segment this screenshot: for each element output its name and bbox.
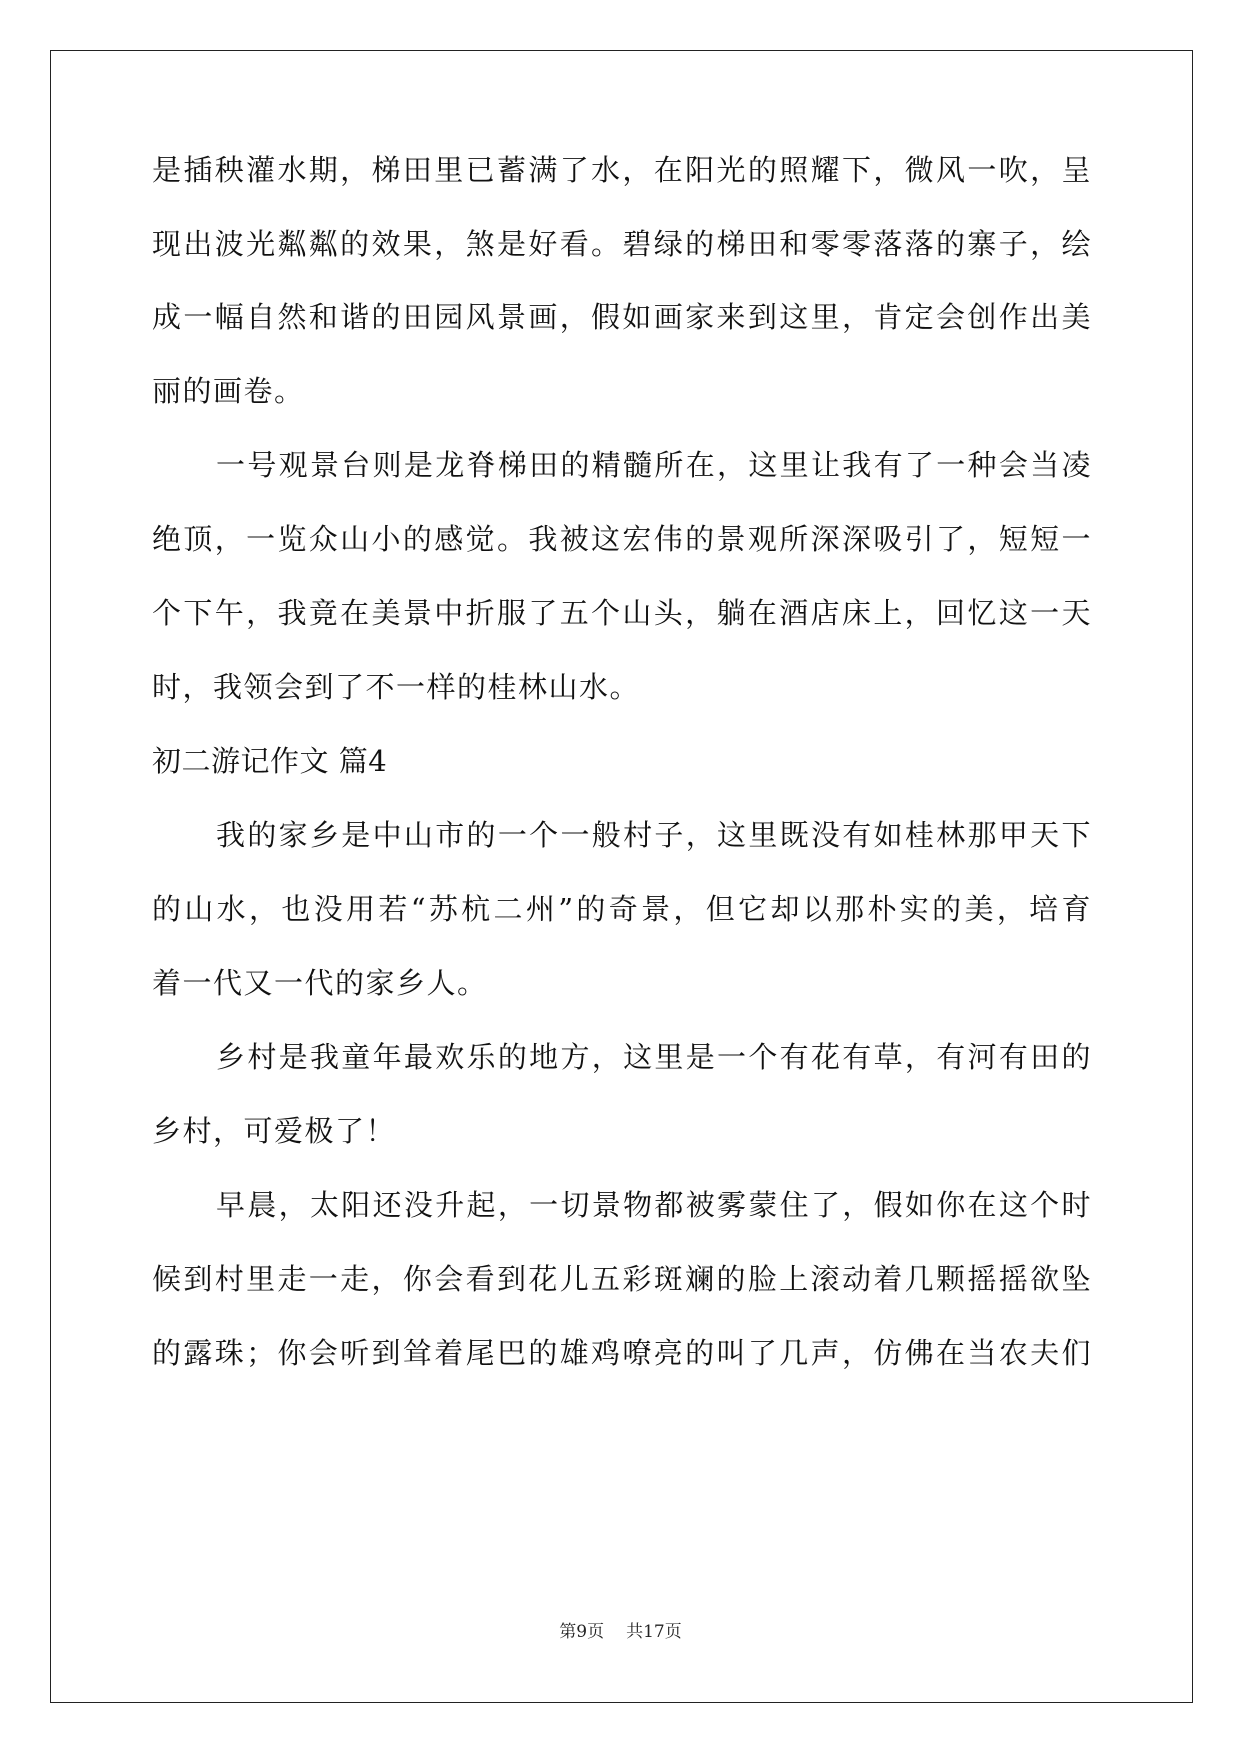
body-line: 时，我领会到了不一样的桂林山水。: [152, 670, 641, 704]
body-line: 着一代又一代的家乡人。: [152, 966, 488, 1000]
body-line: 丽的画卷。: [152, 374, 305, 408]
body-line: 是插秧灌水期，梯田里已蓄满了水，在阳光的照耀下，微风一吹，呈: [152, 153, 1092, 187]
body-line: 候到村里走一走，你会看到花儿五彩斑斓的脸上滚动着几颗摇摇欲坠: [152, 1262, 1092, 1296]
body-line: 的露珠；你会听到耸着尾巴的雄鸡嘹亮的叫了几声，仿佛在当农夫们: [152, 1336, 1092, 1370]
body-line: 个下午，我竟在美景中折服了五个山头，躺在酒店床上，回忆这一天: [152, 596, 1092, 630]
page-total: 共17页: [626, 1622, 682, 1642]
body-line: 乡村，可爱极了！: [152, 1114, 397, 1148]
body-line: 绝顶，一览众山小的感觉。我被这宏伟的景观所深深吸引了，短短一: [152, 522, 1092, 556]
body-line: 我的家乡是中山市的一个一般村子，这里既没有如桂林那甲天下: [216, 818, 1092, 852]
section-heading: 初二游记作文 篇4: [152, 744, 388, 778]
body-line: 现出波光粼粼的效果，煞是好看。碧绿的梯田和零零落落的寨子，绘: [152, 227, 1092, 261]
body-line: 早晨，太阳还没升起，一切景物都被雾蒙住了，假如你在这个时: [216, 1188, 1092, 1222]
body-line: 一号观景台则是龙脊梯田的精髓所在，这里让我有了一种会当凌: [216, 448, 1092, 482]
page-number: 第9页: [559, 1622, 605, 1642]
body-line: 成一幅自然和谐的田园风景画，假如画家来到这里，肯定会创作出美: [152, 300, 1092, 334]
body-line: 乡村是我童年最欢乐的地方，这里是一个有花有草，有河有田的: [216, 1040, 1092, 1074]
page-footer: [0, 1620, 1241, 1644]
body-line: 的山水，也没用若“苏杭二州”的奇景，但它却以那朴实的美，培育: [152, 892, 1092, 926]
